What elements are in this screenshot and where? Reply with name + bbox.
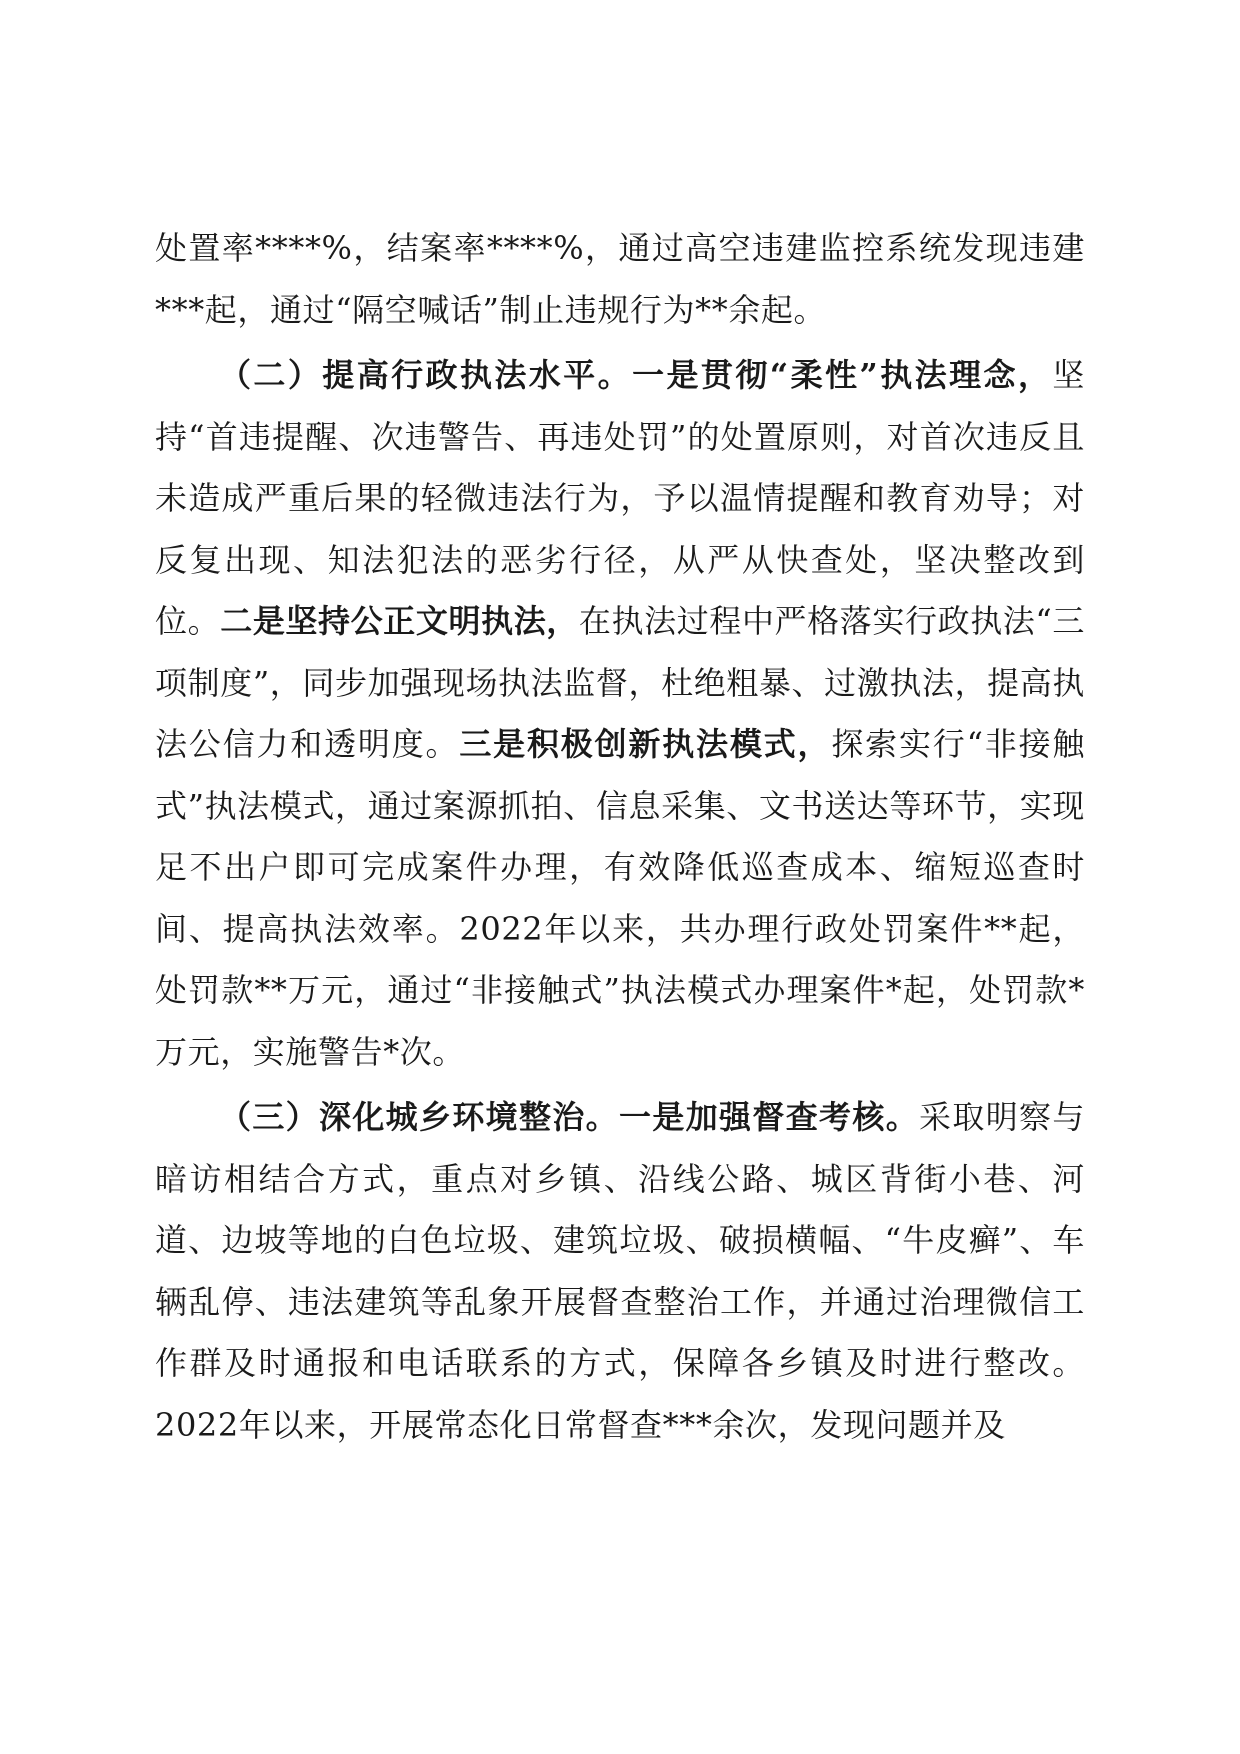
paragraph-text: 坚持“首违提醒、次违警告、再违处罚”的处置原则，对首次违反且未造成严重后果的轻微违法行为，予以温情提醒和教育劝导；对反复出现、知法犯法的恶劣行径，从严从快查处，坚决整改到位。	[155, 356, 1085, 640]
subpoint-heading-2: 二是坚持公正文明执法，	[220, 602, 579, 640]
paragraph-section-3	[155, 1087, 1085, 1456]
paragraph-section-2	[155, 345, 1085, 1083]
paragraph-text: 处置率****%，结案率****%，通过高空违建监控系统发现违建***起，通过“隔空喊话”制止违规行为**余起。	[155, 229, 1085, 329]
section-heading-3: （三）深化城乡环境整治。一是加强督查考核。	[219, 1098, 920, 1136]
subpoint-heading-3: 三是积极创新执法模式，	[459, 725, 832, 763]
paragraph-text: 探索实行“非接触式”执法模式，通过案源抓拍、信息采集、文书送达等环节，实现足不出户即可完成案件办理，有效降低巡查成本、缩短巡查时间、提高执法效率。2022年以来，共办理行政处罚案件**起，处罚款**万元，通过“非接触式”执法模式办理案件*起，处罚款*万元，实施警告*次。	[155, 725, 1085, 1071]
paragraph-text: 采取明察与暗访相结合方式，重点对乡镇、沿线公路、城区背街小巷、河道、边坡等地的白色垃圾、建筑垃圾、破损横幅、“牛皮癣”、车辆乱停、违法建筑等乱象开展督查整治工作，并通过治理微信工作群及时通报和电话联系的方式，保障各乡镇及时进行整改。2022年以来，开展常态化日常督查***余次，发现问题并及	[155, 1098, 1085, 1444]
paragraph-continuation	[155, 218, 1085, 341]
document-page	[155, 218, 1085, 1456]
section-heading-2: （二）提高行政执法水平。一是贯彻“柔性”执法理念，	[219, 356, 1053, 394]
paragraph-text: 在执法过程中严格落实行政执法“三项制度”，同步加强现场执法监督，杜绝粗暴、过激执法，提高执法公信力和透明度。	[155, 602, 1085, 763]
